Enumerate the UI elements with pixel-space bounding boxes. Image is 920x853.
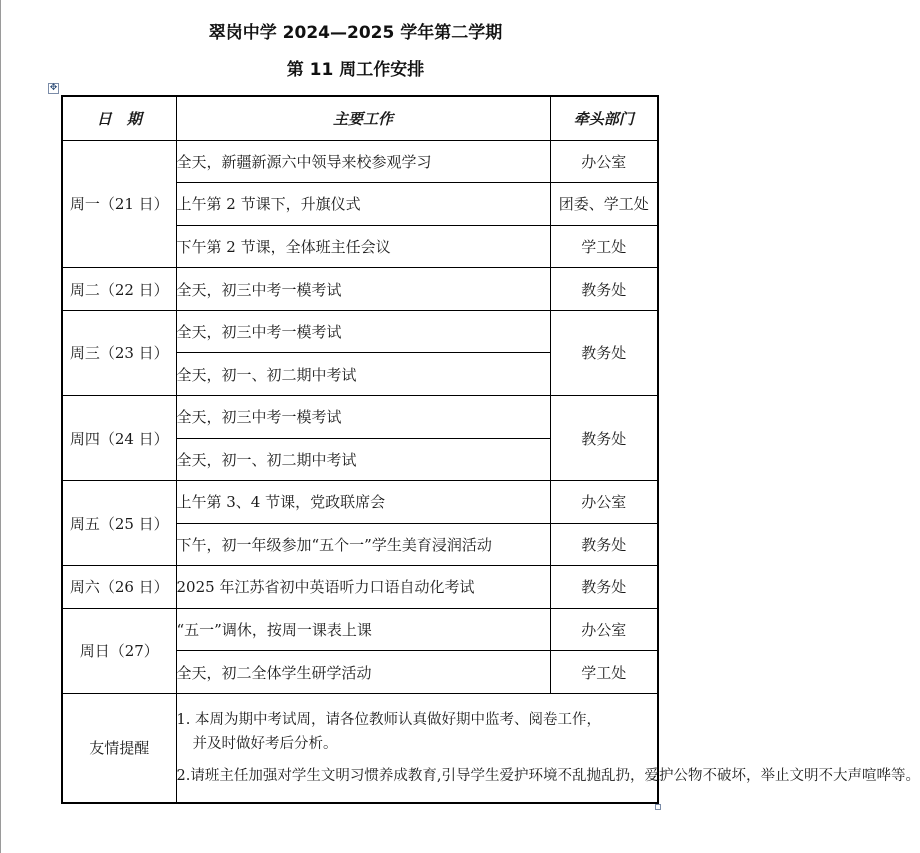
table-move-handle-icon[interactable]: ✥	[49, 83, 58, 93]
task-cell: 全天，初三中考一模考试	[176, 268, 550, 311]
reminder-note-1	[177, 708, 658, 756]
dept-cell: 学工处	[550, 225, 658, 268]
header-row	[62, 96, 658, 140]
task-cell: 全天，初一、初二期中考试	[176, 353, 550, 396]
dept-cell: 学工处	[550, 651, 658, 694]
page-left-border	[0, 0, 1, 853]
header-date: 日 期	[62, 96, 176, 140]
date-cell-sunday: 周日（27）	[62, 608, 176, 693]
title-line-1: 翠岗中学 2024—2025 学年第二学期	[208, 23, 503, 43]
task-cell: 2025 年江苏省初中英语听力口语自动化考试	[176, 566, 550, 609]
table-row	[62, 140, 658, 183]
task-cell: 下午第 2 节课，全体班主任会议	[176, 225, 550, 268]
task-cell: 全天，初一、初二期中考试	[176, 438, 550, 481]
date-cell-tuesday: 周二（22 日）	[62, 268, 176, 311]
task-cell: 全天，初二全体学生研学活动	[176, 651, 550, 694]
table-row	[62, 395, 658, 438]
reminder-note-1-line-1: 1. 本周为期中考试周，请各位教师认真做好期中监考、阅卷工作，	[176, 711, 601, 728]
table-row	[62, 566, 658, 609]
date-cell-saturday: 周六（26 日）	[62, 566, 176, 609]
dept-cell: 办公室	[550, 481, 658, 524]
table-resize-handle-icon[interactable]	[655, 804, 661, 810]
date-cell-monday: 周一（21 日）	[62, 140, 176, 268]
dept-cell: 教务处	[550, 566, 658, 609]
dept-cell: 教务处	[550, 523, 658, 566]
reminder-note-1-line-2: 并及时做好考后分析。	[192, 735, 338, 752]
dept-cell: 团委、学工处	[550, 183, 658, 226]
reminder-label: 友情提醒	[62, 693, 176, 803]
reminder-content	[176, 693, 920, 803]
dept-cell: 教务处	[550, 310, 658, 395]
header-dept: 牵头部门	[550, 96, 658, 140]
reminder-note-2: 2.请班主任加强对学生文明习惯养成教育,引导学生爱护环境不乱抛乱扔，爱护公物不破坏，举止文明不大声喧哗等。	[176, 767, 920, 784]
dept-cell: 教务处	[550, 395, 658, 480]
table-row	[62, 268, 658, 311]
title-line-2: 第 11 周工作安排	[286, 60, 425, 80]
task-cell: 上午第 3、4 节课，党政联席会	[176, 481, 550, 524]
header-work: 主要工作	[176, 96, 550, 140]
table-row	[62, 481, 658, 524]
table-row	[62, 310, 658, 353]
date-cell-friday: 周五（25 日）	[62, 481, 176, 566]
date-cell-thursday: 周四（24 日）	[62, 395, 176, 480]
dept-cell: 教务处	[550, 268, 658, 311]
schedule-table	[61, 95, 920, 804]
task-cell: 全天，新疆新源六中领导来校参观学习	[176, 140, 550, 183]
task-cell: 全天，初三中考一模考试	[176, 310, 550, 353]
reminder-row	[62, 693, 658, 803]
dept-cell: 办公室	[550, 140, 658, 183]
dept-cell: 办公室	[550, 608, 658, 651]
task-cell: “五一”调休，按周一课表上课	[176, 608, 550, 651]
task-cell: 全天，初三中考一模考试	[176, 395, 550, 438]
task-cell: 上午第 2 节课下，升旗仪式	[176, 183, 550, 226]
table-row	[62, 608, 658, 651]
task-cell: 下午，初一年级参加“五个一”学生美育浸润活动	[176, 523, 550, 566]
date-cell-wednesday: 周三（23 日）	[62, 310, 176, 395]
